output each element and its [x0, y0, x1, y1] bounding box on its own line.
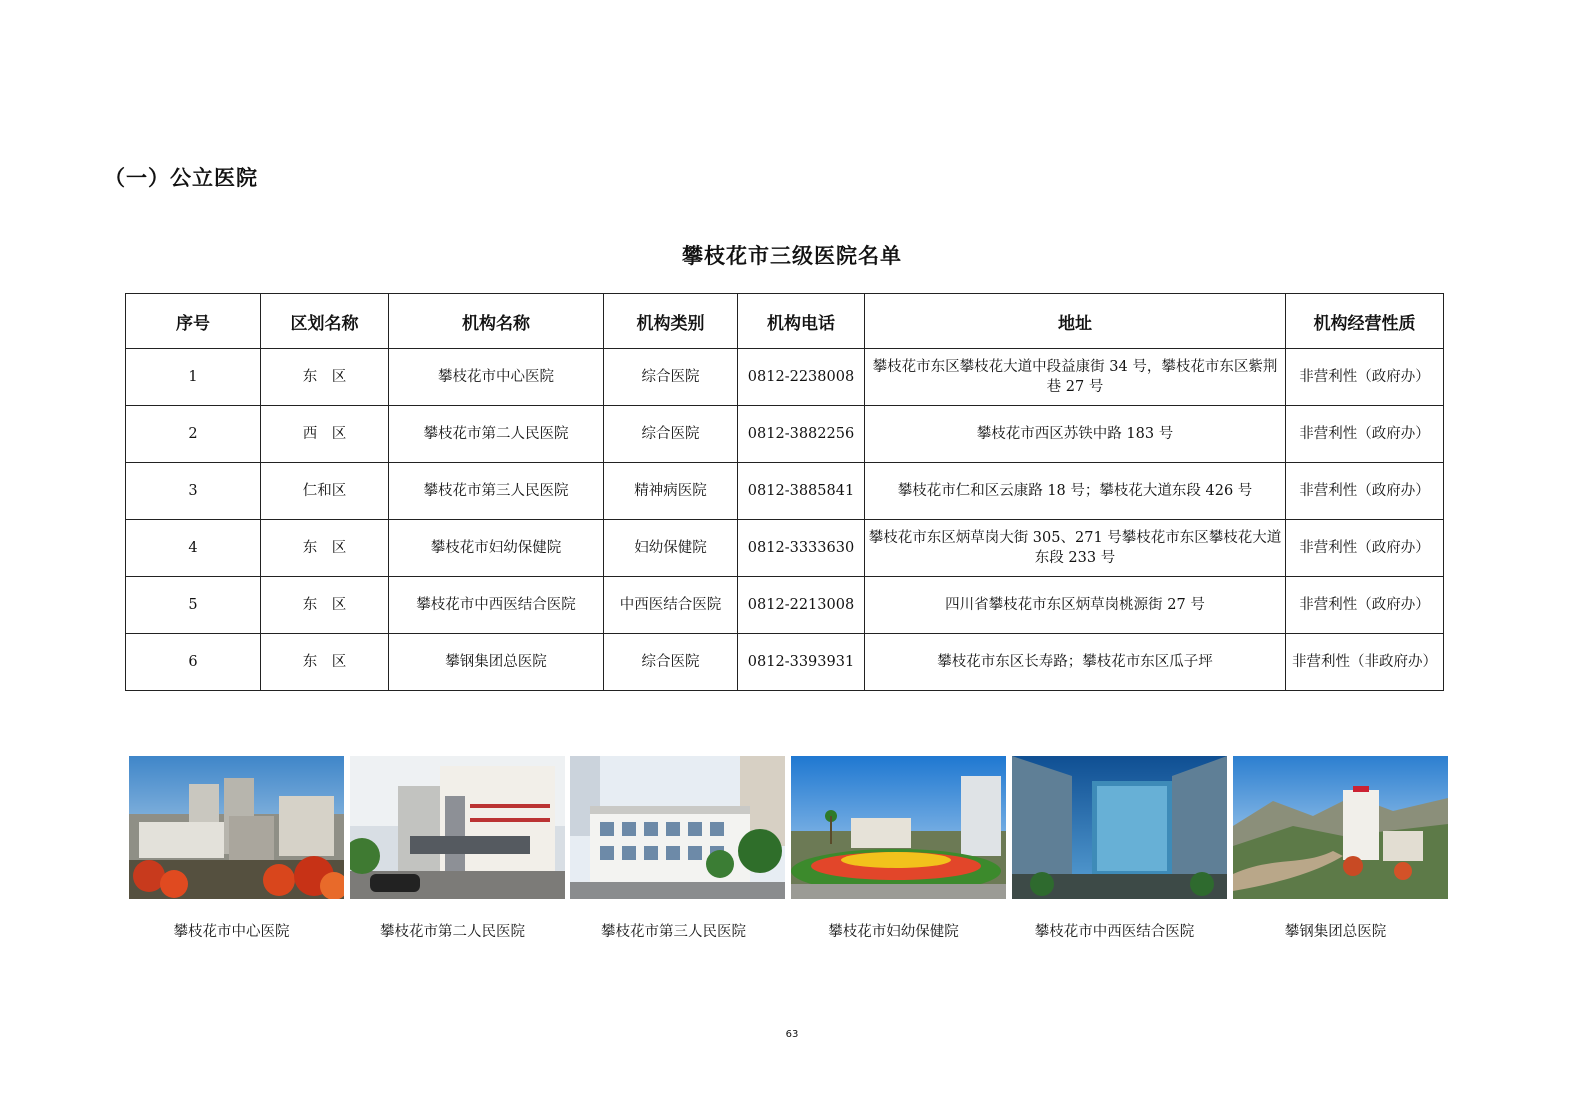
cell-phone: 0812-3882256 — [738, 406, 865, 463]
photo-caption: 攀枝花市妇幼保健院 — [828, 924, 959, 940]
cell-address: 攀枝花市东区炳草岗大街 305、271 号攀枝花市东区攀枝花大道东段 233 号 — [865, 520, 1286, 577]
cell-nature: 非营利性（政府办） — [1286, 349, 1444, 406]
photo-caption: 攀枝花市第三人民医院 — [601, 924, 746, 940]
cell-phone: 0812-3885841 — [738, 463, 865, 520]
photo-caption: 攀枝花市中心医院 — [173, 924, 290, 940]
cell-nature: 非营利性（非政府办） — [1286, 634, 1444, 691]
cell-category: 妇幼保健院 — [604, 520, 738, 577]
hospital-table — [125, 293, 1444, 691]
cell-address: 攀枝花市东区长寿路；攀枝花市东区瓜子坪 — [865, 634, 1286, 691]
header-cell: 机构电话 — [738, 294, 865, 349]
cell-district: 东 区 — [261, 634, 389, 691]
hospital-photo — [350, 756, 565, 899]
header-cell: 地址 — [865, 294, 1286, 349]
cell-category: 综合医院 — [604, 349, 738, 406]
cell-address: 攀枝花市西区苏铁中路 183 号 — [865, 406, 1286, 463]
cell-institution: 攀枝花市妇幼保健院 — [389, 520, 604, 577]
cell-category: 综合医院 — [604, 634, 738, 691]
cell-index: 5 — [126, 577, 261, 634]
hospital-photo — [129, 756, 344, 899]
table-row — [126, 634, 1444, 691]
hospital-photo — [791, 756, 1006, 899]
hospital-photo — [1233, 756, 1448, 899]
cell-category: 综合医院 — [604, 406, 738, 463]
cell-institution: 攀钢集团总医院 — [389, 634, 604, 691]
hospital-photo — [1012, 756, 1227, 899]
cell-nature: 非营利性（政府办） — [1286, 463, 1444, 520]
cell-nature: 非营利性（政府办） — [1286, 520, 1444, 577]
header-cell: 机构名称 — [389, 294, 604, 349]
header-cell: 区划名称 — [261, 294, 389, 349]
cell-category: 精神病医院 — [604, 463, 738, 520]
cell-district: 东 区 — [261, 520, 389, 577]
header-cell: 序号 — [126, 294, 261, 349]
cell-district: 东 区 — [261, 349, 389, 406]
cell-index: 6 — [126, 634, 261, 691]
cell-district: 西 区 — [261, 406, 389, 463]
photo-caption: 攀枝花市中西医结合医院 — [1034, 924, 1195, 940]
table-row — [126, 520, 1444, 577]
cell-index: 1 — [126, 349, 261, 406]
cell-category: 中西医结合医院 — [604, 577, 738, 634]
table-header-row — [126, 294, 1444, 349]
cell-index: 3 — [126, 463, 261, 520]
table-row — [126, 349, 1444, 406]
header-cell: 机构类别 — [604, 294, 738, 349]
photo-caption: 攀钢集团总医院 — [1284, 924, 1387, 940]
cell-nature: 非营利性（政府办） — [1286, 406, 1444, 463]
cell-address: 攀枝花市东区攀枝花大道中段益康街 34 号，攀枝花市东区紫荆巷 27 号 — [865, 349, 1286, 406]
cell-district: 东 区 — [261, 577, 389, 634]
cell-index: 2 — [126, 406, 261, 463]
hospital-photo — [570, 756, 785, 899]
cell-phone: 0812-3393931 — [738, 634, 865, 691]
table-row — [126, 406, 1444, 463]
cell-phone: 0812-3333630 — [738, 520, 865, 577]
cell-district: 仁和区 — [261, 463, 389, 520]
cell-phone: 0812-2213008 — [738, 577, 865, 634]
header-cell: 机构经营性质 — [1286, 294, 1444, 349]
cell-institution: 攀枝花市第二人民医院 — [389, 406, 604, 463]
cell-institution: 攀枝花市中心医院 — [389, 349, 604, 406]
page-number: 63 — [785, 1029, 799, 1040]
cell-address: 四川省攀枝花市东区炳草岗桃源街 27 号 — [865, 577, 1286, 634]
section-heading: （一）公立医院 — [104, 166, 258, 190]
cell-address: 攀枝花市仁和区云康路 18 号；攀枝花大道东段 426 号 — [865, 463, 1286, 520]
cell-phone: 0812-2238008 — [738, 349, 865, 406]
cell-institution: 攀枝花市第三人民医院 — [389, 463, 604, 520]
cell-institution: 攀枝花市中西医结合医院 — [389, 577, 604, 634]
document-title: 攀枝花市三级医院名单 — [682, 244, 902, 268]
table-row — [126, 463, 1444, 520]
cell-nature: 非营利性（政府办） — [1286, 577, 1444, 634]
photo-caption: 攀枝花市第二人民医院 — [380, 924, 525, 940]
table-row — [126, 577, 1444, 634]
cell-index: 4 — [126, 520, 261, 577]
